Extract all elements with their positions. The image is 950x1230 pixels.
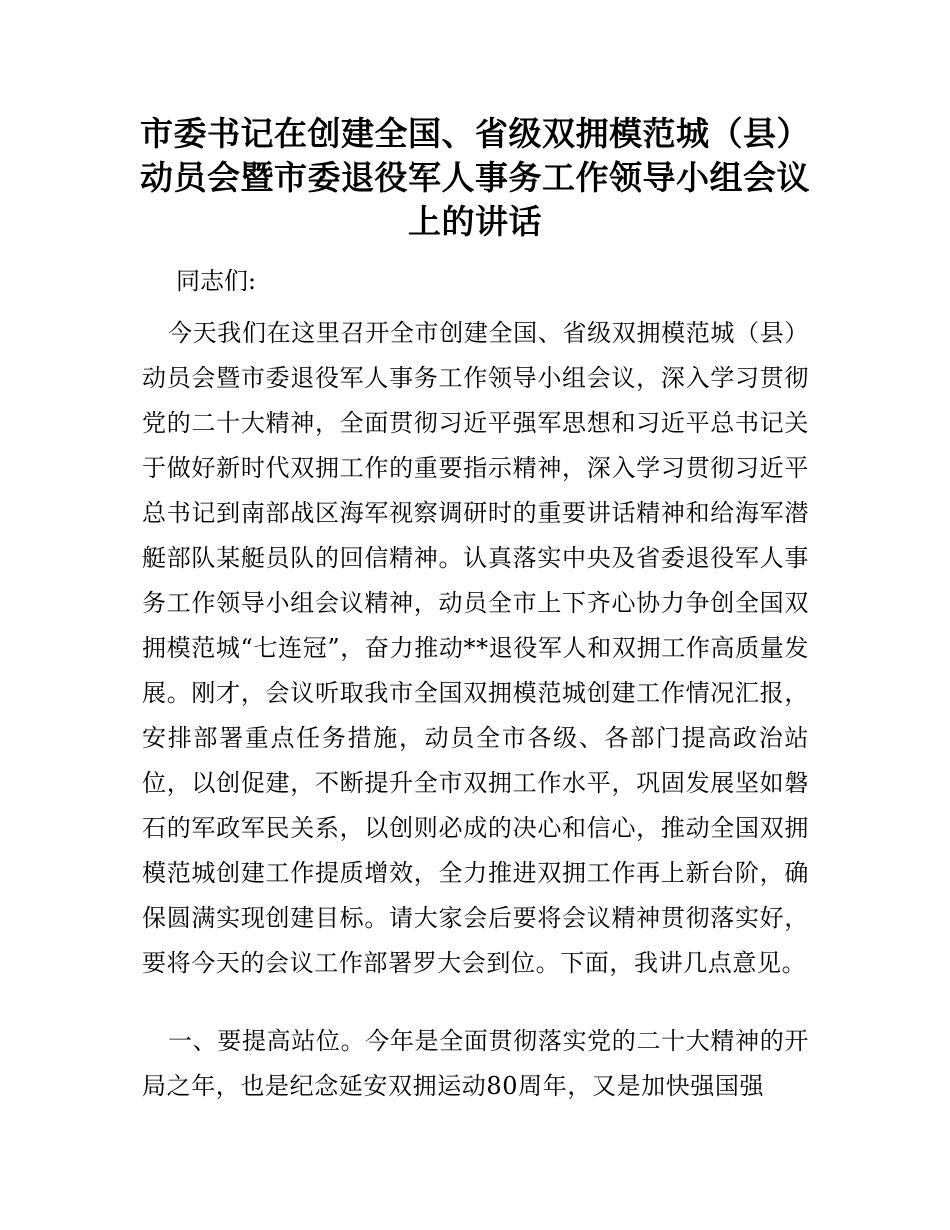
title-line-1: 市委书记在创建全国、省级双拥模范城（县） bbox=[140, 114, 810, 153]
document-title bbox=[120, 112, 830, 244]
salutation: 同志们: bbox=[176, 267, 257, 295]
title-line-3: 上的讲话 bbox=[408, 202, 542, 241]
body-paragraph-1: 今天我们在这里召开全市创建全国、省级双拥模范城（县）动员会暨市委退役军人事务工作领导小组会议，深入学习贯彻党的二十大精神，全面贯彻习近平强军思想和习近平总书记关于做好新时代双拥工作的重要指示精神，深入学习贯彻习近平总书记到南部战区海军视察调研时的重要讲话精神和给海军潜艇部队某艇员队的回信精神。认真落实中央及省委退役军人事务工作领导小组会议精神，动员全市上下齐心协力争创全国双拥模范城“七连冠”，奋力推动**退役军人和双拥工作高质量发展。刚才，会议听取我市全国双拥模范城创建工作情况汇报，安排部署重点任务措施，动员全市各级、各部门提高政治站位，以创促建，不断提升全市双拥工作水平，巩固发展坚如磐石的军政军民关系，以创则必成的决心和信心，推动全国双拥模范城创建工作提质增效，全力推进双拥工作再上新台阶，确保圆满实现创建目标。请大家会后要将会议精神贯彻落实好，要将今天的会议工作部署罗大会到位。下面，我讲几点意见。 bbox=[142, 319, 809, 977]
title-line-2: 动员会暨市委退役军人事务工作领导小组会议 bbox=[140, 158, 810, 197]
body-paragraph-2: 一、要提高站位。今年是全面贯彻落实党的二十大精神的开局之年，也是纪念延安双拥运动80周年，又是加快强国强 bbox=[142, 1027, 809, 1100]
